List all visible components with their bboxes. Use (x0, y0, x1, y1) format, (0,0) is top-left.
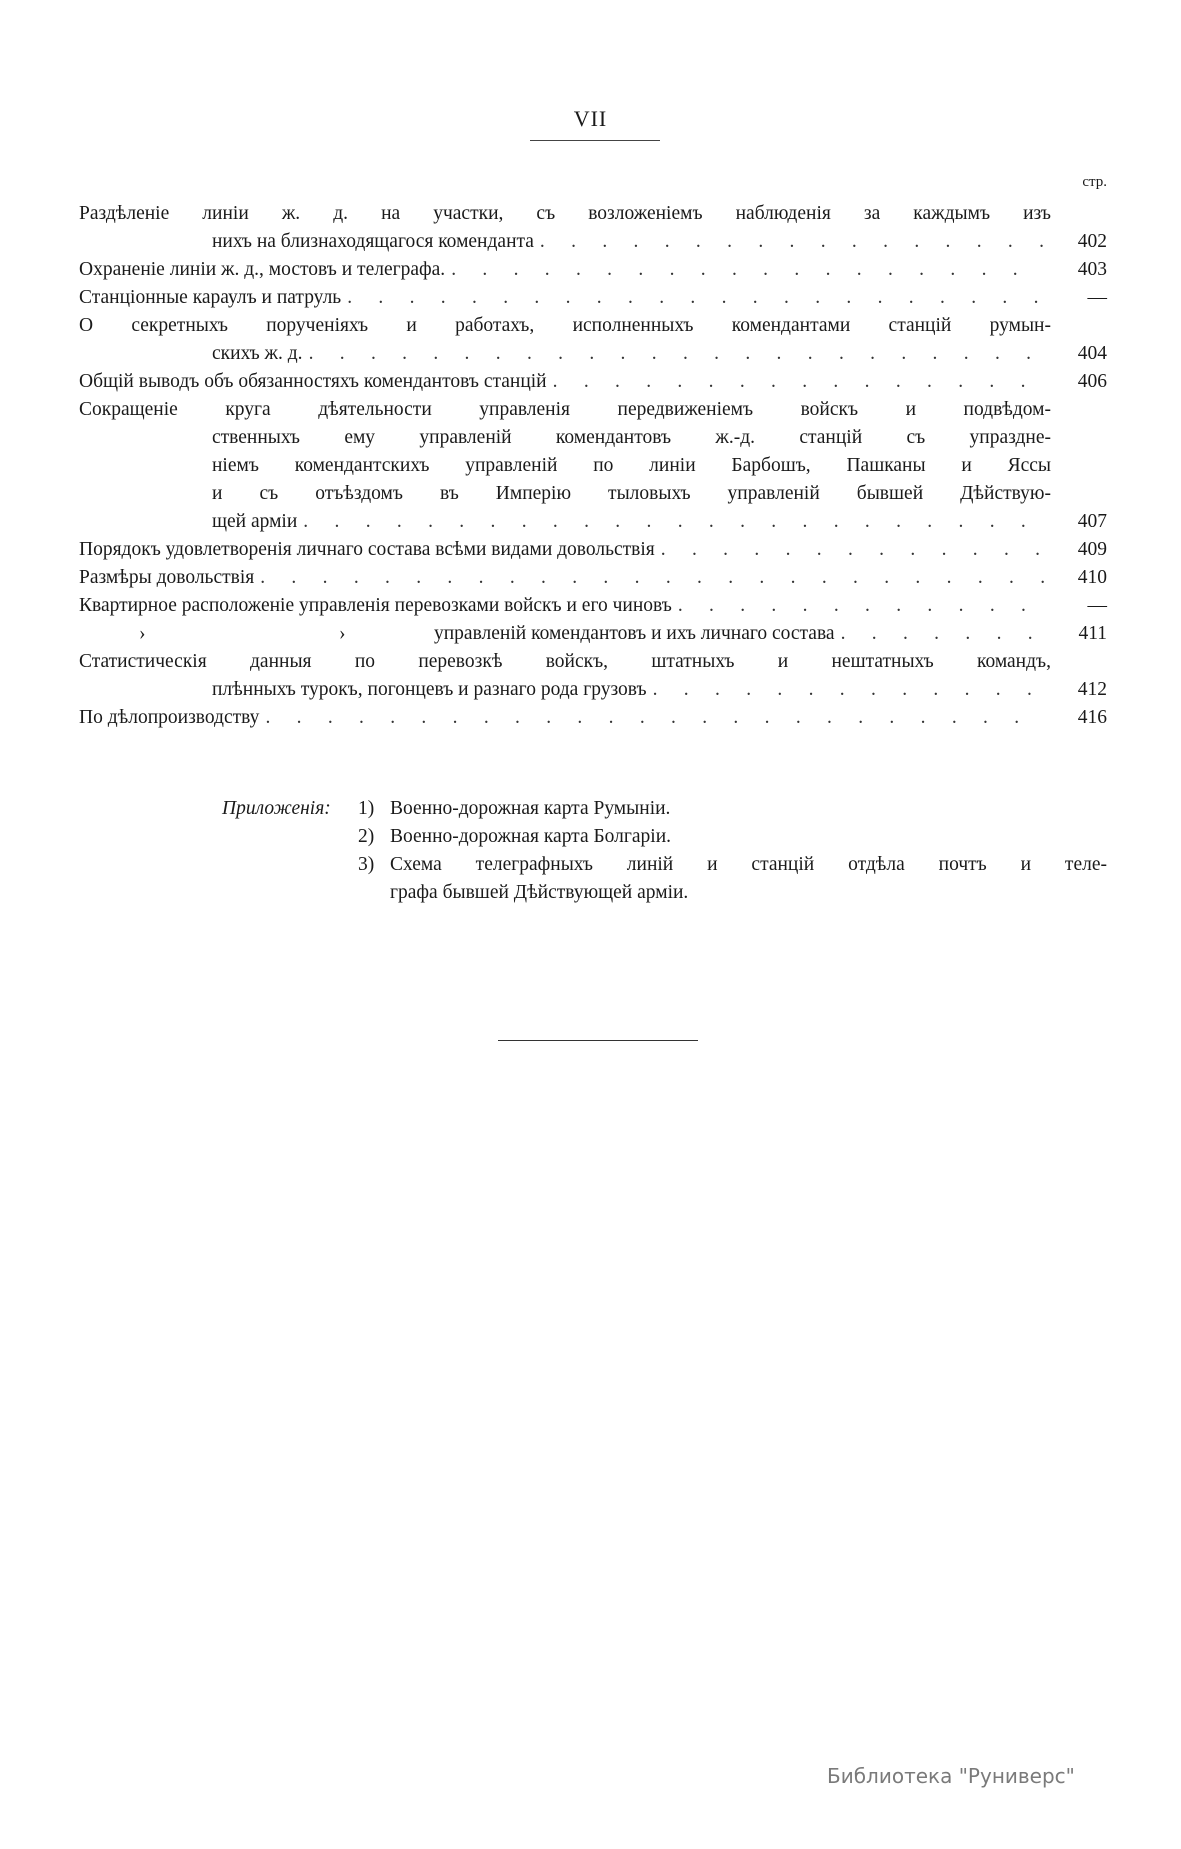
ditto-mark: › (139, 623, 146, 644)
dot-leader (309, 340, 1045, 368)
toc-entry (79, 312, 1107, 368)
toc-entry-line: Статистическія данныя по перевозкѣ войскъ, штатныхъ и нештатныхъ командъ, (79, 651, 1051, 672)
dot-leader (303, 508, 1045, 536)
toc-entry-line: ніемъ комендантскихъ управленій по линіи Барбошъ, Пашканы и Яссы (212, 455, 1051, 476)
appendix-item-text: Схема телеграфныхъ линій и станцій отдѣла почтъ и теле- (390, 854, 1107, 875)
library-watermark: Библиотека "Руниверс" (827, 1764, 1075, 1788)
dot-leader (661, 536, 1045, 564)
toc-entry-title: Квартирное расположеніе управленія перевозками войскъ и его чиновъ (79, 595, 672, 616)
toc-entry-line: Раздѣленіе линіи ж. д. на участки, съ возложеніемъ наблюденія за каждымъ изъ (79, 203, 1051, 224)
appendix-item-text: Военно-дорожная карта Румыніи. (390, 798, 671, 819)
toc-page-number: 410 (1077, 567, 1107, 588)
toc-entry (79, 592, 1107, 620)
page-number: VII (573, 106, 608, 131)
toc-entry-title: Охраненіе линіи ж. д., мостовъ и телеграфа. (79, 259, 446, 280)
dot-leader (553, 368, 1045, 396)
toc-page-number: 412 (1077, 679, 1107, 700)
toc-entry (79, 648, 1107, 704)
toc-page-number: 409 (1077, 539, 1107, 560)
page-column-header: стр. (1082, 174, 1107, 190)
toc-page-number: 416 (1077, 707, 1107, 728)
appendix-item (222, 823, 1107, 851)
toc-entry (79, 200, 1107, 256)
dot-leader (540, 228, 1045, 256)
toc-entry-line: скихъ ж. д. (212, 343, 303, 364)
toc-entry (79, 620, 1107, 648)
toc-page-number: 404 (1077, 343, 1107, 364)
toc-entry-line: О секретныхъ порученіяхъ и работахъ, исполненныхъ комендантами станцій румын- (79, 315, 1051, 336)
toc-page-number: — (1087, 287, 1107, 308)
dot-leader (451, 256, 1045, 284)
end-rule (498, 1040, 698, 1041)
toc-page-number: 407 (1077, 511, 1107, 532)
toc-entry-line: нихъ на близнаходящагося коменданта (212, 231, 534, 252)
toc-entry-line: плѣнныхъ турокъ, погонцевъ и разнаго рода грузовъ (212, 679, 647, 700)
toc-entry (79, 704, 1107, 732)
toc-page-number: 411 (1078, 623, 1107, 644)
toc-page-number: 403 (1077, 259, 1107, 280)
toc-entry-line: ственныхъ ему управленій комендантовъ ж.-д. станцій съ упраздне- (212, 427, 1051, 448)
toc-entry-title: Размѣры довольствія (79, 567, 255, 588)
dot-leader (653, 676, 1045, 704)
toc-page-number: — (1087, 595, 1107, 616)
toc-entry-title: Станціонные караулъ и патруль (79, 287, 342, 308)
page-number-rule (530, 140, 660, 141)
appendix-item-number: 2) (358, 826, 375, 847)
appendix-list (222, 795, 1107, 907)
toc-entry (79, 284, 1107, 312)
appendix-item-number: 1) (358, 798, 375, 819)
toc-page-number: 402 (1077, 231, 1107, 252)
appendix-label: Приложенія: (222, 798, 331, 819)
toc-entry (79, 564, 1107, 592)
toc-entry-line: Сокращеніе круга дѣятельности управленія передвиженіемъ войскъ и подвѣдом- (79, 399, 1051, 420)
toc-entry-line: и съ отъѣздомъ въ Имперію тыловыхъ управленій бывшей Дѣйствую- (212, 483, 1051, 504)
dot-leader (678, 592, 1045, 620)
toc-entry-title: По дѣлопроизводству (79, 707, 260, 728)
appendix-item-text: графа бывшей Дѣйствующей арміи. (390, 882, 689, 903)
ditto-mark: › (339, 623, 346, 644)
dot-leader (260, 564, 1045, 592)
toc-entry (79, 396, 1107, 536)
toc-entry (79, 536, 1107, 564)
appendix-item (222, 851, 1107, 879)
toc-entry-title: Общій выводъ объ обязанностяхъ комендантовъ станцій (79, 371, 547, 392)
dot-leader (265, 704, 1045, 732)
table-of-contents (79, 200, 1107, 732)
appendix-item-number: 3) (358, 854, 375, 875)
appendix-item-text: Военно-дорожная карта Болгаріи. (390, 826, 672, 847)
toc-entry-line: щей арміи (212, 511, 298, 532)
toc-entry-title: управленій комендантовъ и ихъ личнаго состава (434, 623, 835, 644)
appendix-item (222, 795, 1107, 823)
toc-entry (79, 368, 1107, 396)
dot-leader (347, 284, 1045, 312)
toc-entry-title: Порядокъ удовлетворенія личнаго состава всѣми видами довольствія (79, 539, 655, 560)
toc-page-number: 406 (1077, 371, 1107, 392)
dot-leader (841, 620, 1045, 648)
toc-entry (79, 256, 1107, 284)
